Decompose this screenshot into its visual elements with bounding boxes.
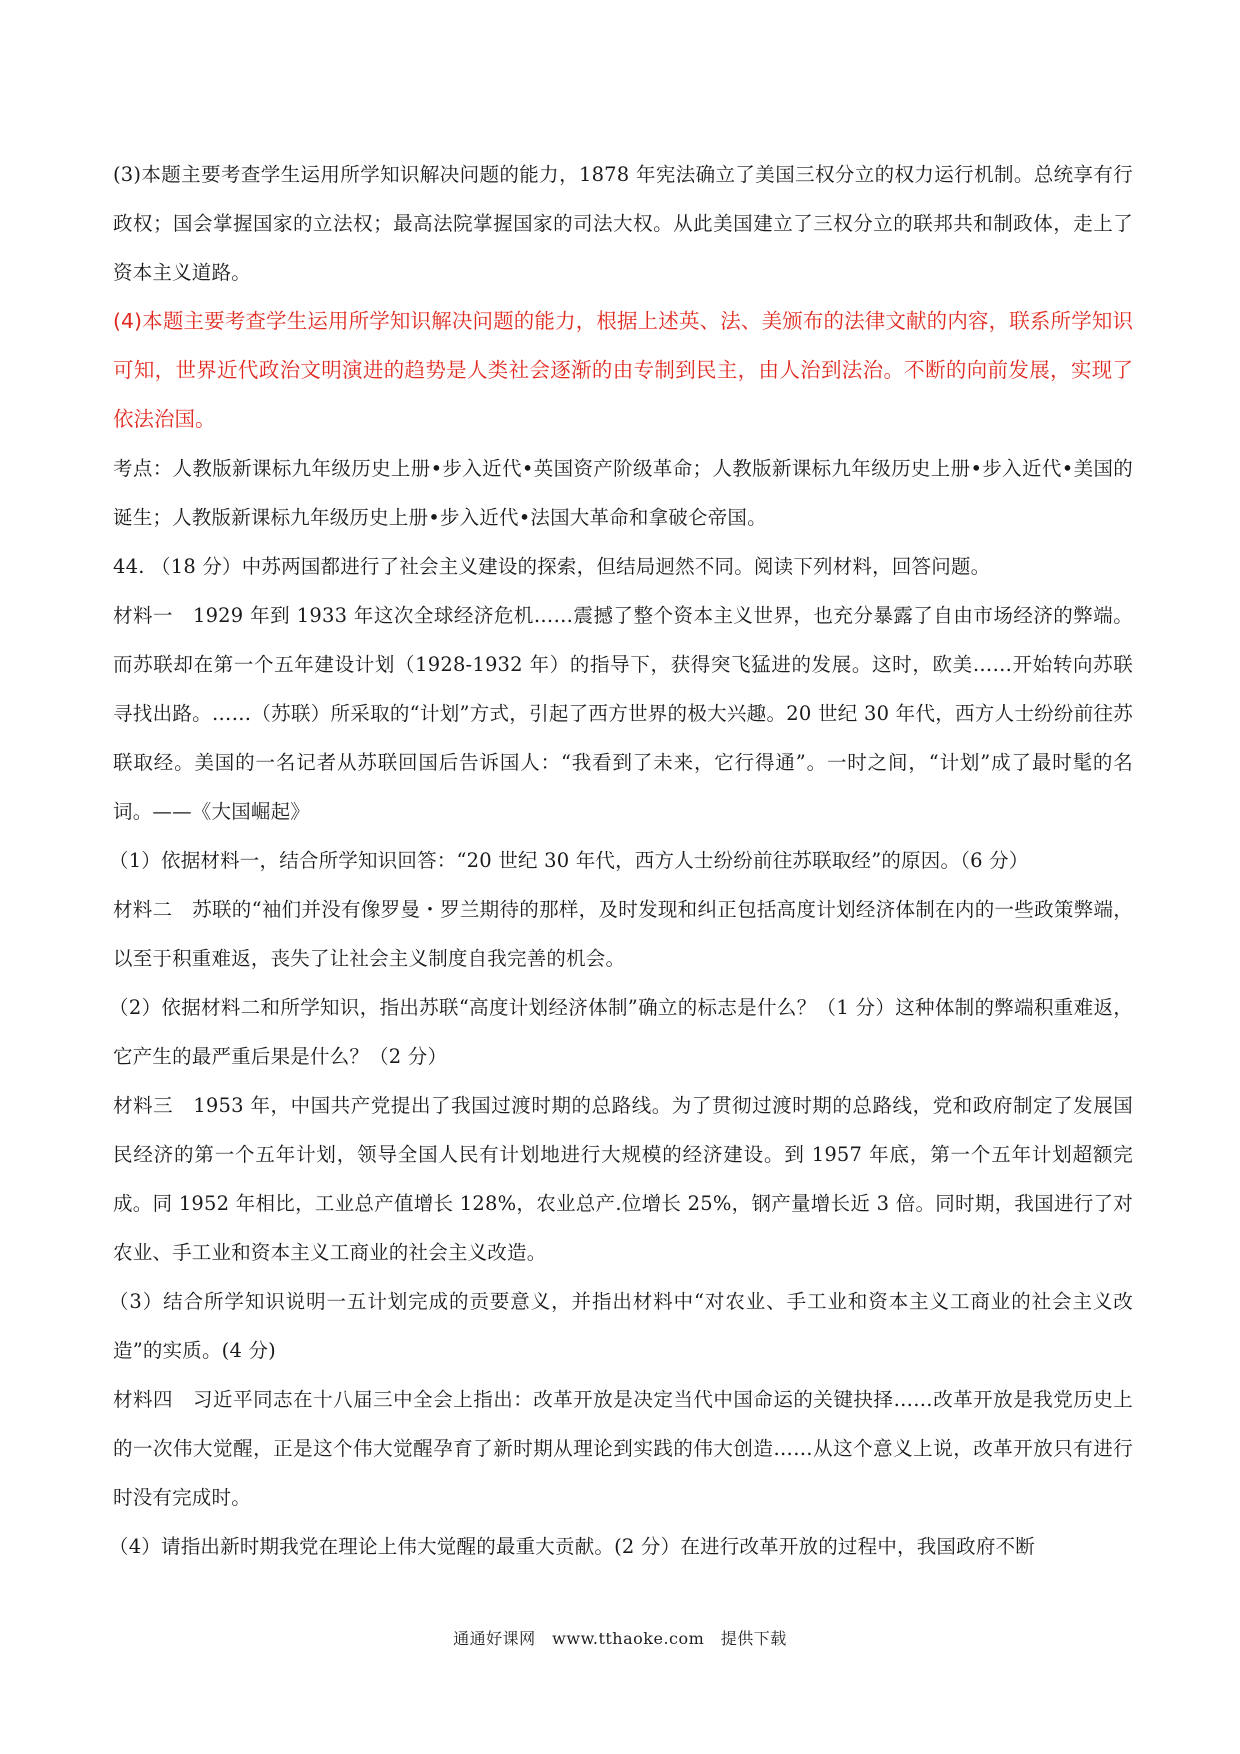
sub-question-1: （1）依据材料一，结合所学知识回答：“20 世纪 30 年代，西方人士纷纷前往苏联取经”的原因。（6 分） bbox=[109, 849, 1029, 872]
material-3-paragraph: 材料三 1953 年，中国共产党提出了我国过渡时期的总路线。为了贯彻过渡时期的总路线，党和政府制定了发展国民经济的第一个五年计划，领导全国人民有计划地进行大规模的经济建设。到 1957 年底，第一个五年计划超额完成。同 1952 年相比，工业总产值增长 128%，农业总产.位增长 25%，钢产量增长近 3 倍。同时期，我国进行了对农业、手工业和资本主义工商业的社会主义改造。 bbox=[113, 1094, 1133, 1264]
document-body bbox=[109, 150, 1133, 1571]
material-2-paragraph: 材料二 苏联的“袖们并没有像罗曼・罗兰期待的那样，及时发现和纠正包括高度计划经济体制在内的一些政策弊端，以至于积重难返，丧失了让社会主义制度自我完善的机会。 bbox=[113, 898, 1133, 970]
kaodian-paragraph: 考点：人教版新课标九年级历史上册•步入近代•英国资产阶级革命；人教版新课标九年级历史上册•步入近代•美国的诞生；人教版新课标九年级历史上册•步入近代•法国大革命和拿破仑帝国。 bbox=[113, 457, 1133, 529]
sub-question-2: （2）依据材料二和所学知识，指出苏联“高度计划经济体制”确立的标志是什么？（1 分）这种体制的弊端积重难返，它产生的最严重后果是什么？（2 分） bbox=[109, 996, 1133, 1068]
sub-question-3: （3）结合所学知识说明一五计划完成的贡要意义，并指出材料中“对农业、手工业和资本主义工商业的社会主义改造”的实质。(4 分) bbox=[109, 1290, 1133, 1362]
page-footer: 通通好课网 www.tthaoke.com 提供下载 bbox=[453, 1629, 787, 1648]
material-1-paragraph: 材料一 1929 年到 1933 年这次全球经济危机……震撼了整个资本主义世界，也充分暴露了自由市场经济的弊端。而苏联却在第一个五年建设计划（1928-1932 年）的指导下，获得突飞猛进的发展。这时，欧美……开始转向苏联寻找出路。……（苏联）所采取的“计划”方式，引起了西方世界的极大兴趣。20 世纪 30 年代，西方人士纷纷前往苏联取经。美国的一名记者从苏联回国后告诉国人：“我看到了未来，它行得通”。一时之间，“计划”成了最时髦的名词。——《大国崛起》 bbox=[113, 604, 1133, 823]
answer-paragraph-3: (3)本题主要考查学生运用所学知识解决问题的能力，1878 年宪法确立了美国三权分立的权力运行机制。总统享有行政权；国会掌握国家的立法权；最高法院掌握国家的司法大权。从此美国建立了三权分立的联邦共和制政体，走上了资本主义道路。 bbox=[113, 163, 1133, 284]
question-44-heading: 44. （18 分）中苏两国都进行了社会主义建设的探索，但结局迥然不同。阅读下列材料，回答问题。 bbox=[113, 555, 991, 578]
material-4-paragraph: 材料四 习近平同志在十八届三中全会上指出：改革开放是决定当代中国命运的关键抉择……改革开放是我党历史上的一次伟大觉醒，正是这个伟大觉醒孕育了新时期从理论到实践的伟大创造……从这个意义上说，改革开放只有进行时没有完成时。 bbox=[113, 1388, 1133, 1509]
sub-question-4: （4）请指出新时期我党在理论上伟大觉醒的最重大贡献。(2 分）在进行改革开放的过程中，我国政府不断 bbox=[109, 1535, 1035, 1558]
answer-paragraph-4-highlighted: (4)本题主要考查学生运用所学知识解决问题的能力，根据上述英、法、美颁布的法律文献的内容，联系所学知识可知，世界近代政治文明演进的趋势是人类社会逐渐的由专制到民主，由人治到法治。不断的向前发展，实现了依法治国。 bbox=[113, 309, 1133, 431]
